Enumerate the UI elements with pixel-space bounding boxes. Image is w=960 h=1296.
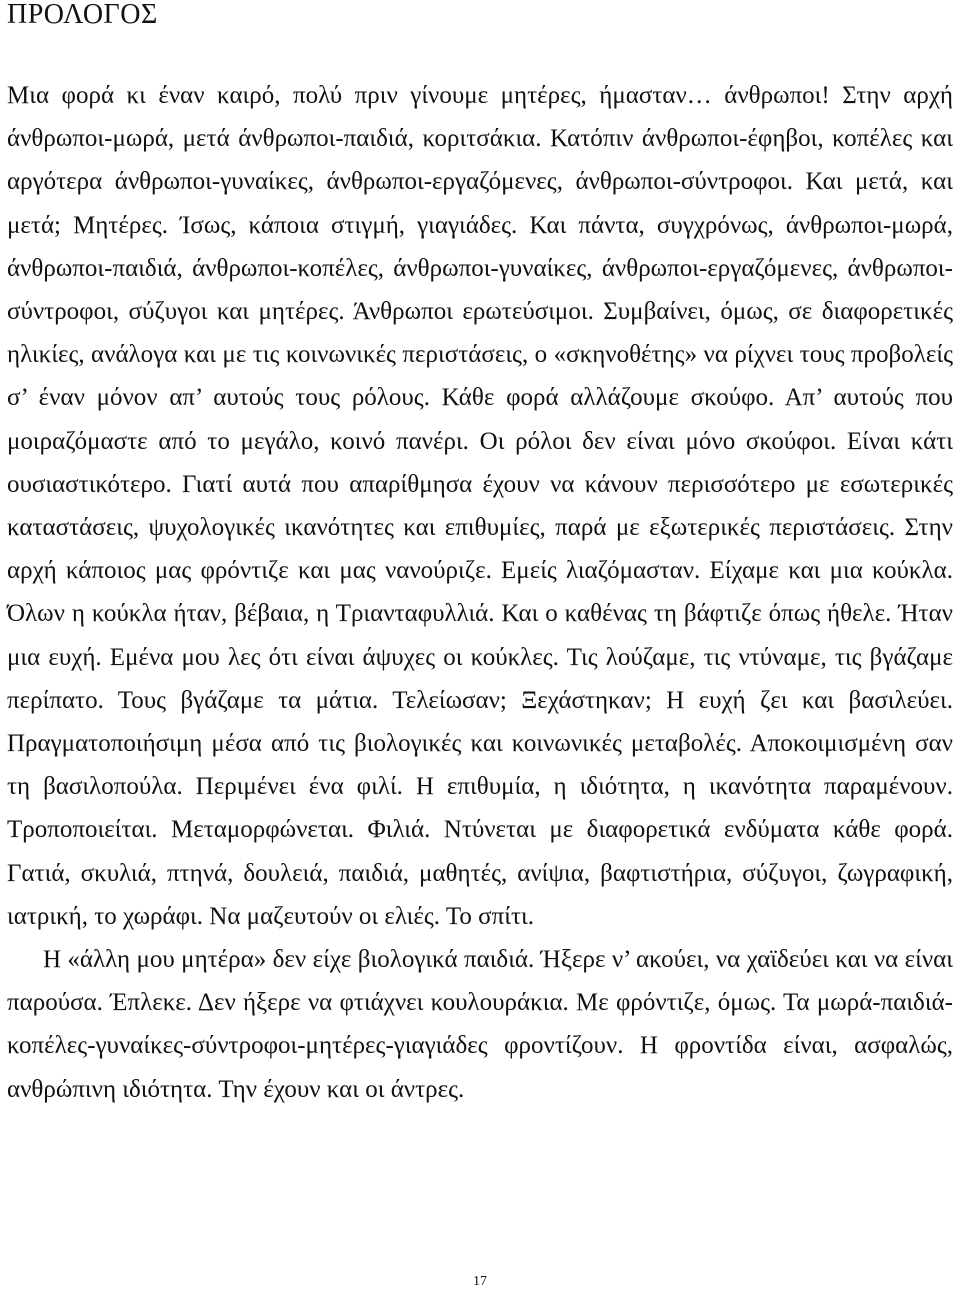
- body-text: [7, 74, 953, 1111]
- paragraph-1: Μια φορά κι έναν καιρό, πολύ πριν γίνουμε μητέρες, ήμασταν… άνθρωποι! Στην αρχή άνθρωποι-μωρά, μετά άνθρωποι-παιδιά, κοριτσάκια. Κατόπιν άνθρωποι-έφηβοι, κοπέλες και αργότερα άνθρωποι-γυναίκες, άνθρωποι-εργαζόμενες, άνθρωποι-σύντροφοι. Και μετά, και μετά; Μητέρες. Ίσως, κάποια στιγμή, γιαγιάδες. Και πάντα, συγχρόνως, άνθρωποι-μωρά, άνθρωποι-παιδιά, άνθρωποι-κοπέλες, άνθρωποι-γυναίκες, άνθρωποι-εργαζόμενες, άνθρωποι-σύντροφοι, σύζυγοι και μητέρες. Άνθρωποι ερωτεύσιμοι. Συμβαίνει, όμως, σε διαφορετικές ηλικίες, ανάλογα και με τις κοινωνικές περιστάσεις, ο «σκηνοθέτης» να ρίχνει τους προβολείς σ’ έναν μόνον απ’ αυτούς τους ρόλους. Κάθε φορά αλλάζουμε σκούφο. Απ’ αυτούς που μοιραζόμαστε από το μεγάλο, κοινό πανέρι. Οι ρόλοι δεν είναι μόνο σκούφοι. Είναι κάτι ουσιαστικότερο. Γιατί αυτά που απαρίθμησα έχουν να κάνουν περισσότερο με εσωτερικές καταστάσεις, ψυχολογικές ικανότητες και επιθυμίες, παρά με εξωτερικές περιστάσεις. Στην αρχή κάποιος μας φρόντιζε και μας νανούριζε. Εμείς λιαζόμασταν. Είχαμε και μια κούκλα. Όλων η κούκλα ήταν, βέβαια, η Τριανταφυλλιά. Και ο καθένας τη βάφτιζε όπως ήθελε. Ήταν μια ευχή. Εμένα μου λες ότι είναι άψυχες οι κούκλες. Τις λούζαμε, τις ντύναμε, τις βγάζαμε περίπατο. Τους βγάζαμε τα μάτια. Τελείωσαν; Ξεχάστηκαν; Η ευχή ζει και βασιλεύει. Πραγματοποιήσιμη μέσα από τις βιολογικές και κοινωνικές μεταβολές. Αποκοιμισμένη σαν τη βασιλοπούλα. Περιμένει ένα φιλί. Η επιθυμία, η ιδιότητα, η ικανότητα παραμένουν. Τροποποιείται. Μεταμορφώνεται. Φιλιά. Ντύνεται με διαφορετικά ενδύματα κάθε φορά. Γατιά, σκυλιά, πτηνά, δουλειά, παιδιά, μαθητές, ανίψια, βαφτιστήρια, σύζυγοι, ζωγραφική, ιατρική, το χωράφι. Να μαζευτούν οι ελιές. Το σπίτι.: [7, 82, 953, 930]
- page-number: 17: [473, 1274, 487, 1289]
- chapter-title: ΠΡΟΛΟΓΟΣ: [7, 0, 158, 30]
- paragraph-2: Η «άλλη μου μητέρα» δεν είχε βιολογικά παιδιά. Ήξερε ν’ ακούει, να χαϊδεύει και να είναι παρούσα. Έπλεκε. Δεν ήξερε να φτιάχνει κουλουράκια. Με φρόντιζε, όμως. Τα μωρά-παιδιά-κοπέλες-γυναίκες-σύντροφοι-μητέρες-γιαγιάδες φροντίζουν. Η φροντίδα είναι, ασφαλώς, ανθρώπινη ιδιότητα. Την έχουν και οι άντρες.: [7, 946, 953, 1103]
- document-page: [7, 0, 953, 1296]
